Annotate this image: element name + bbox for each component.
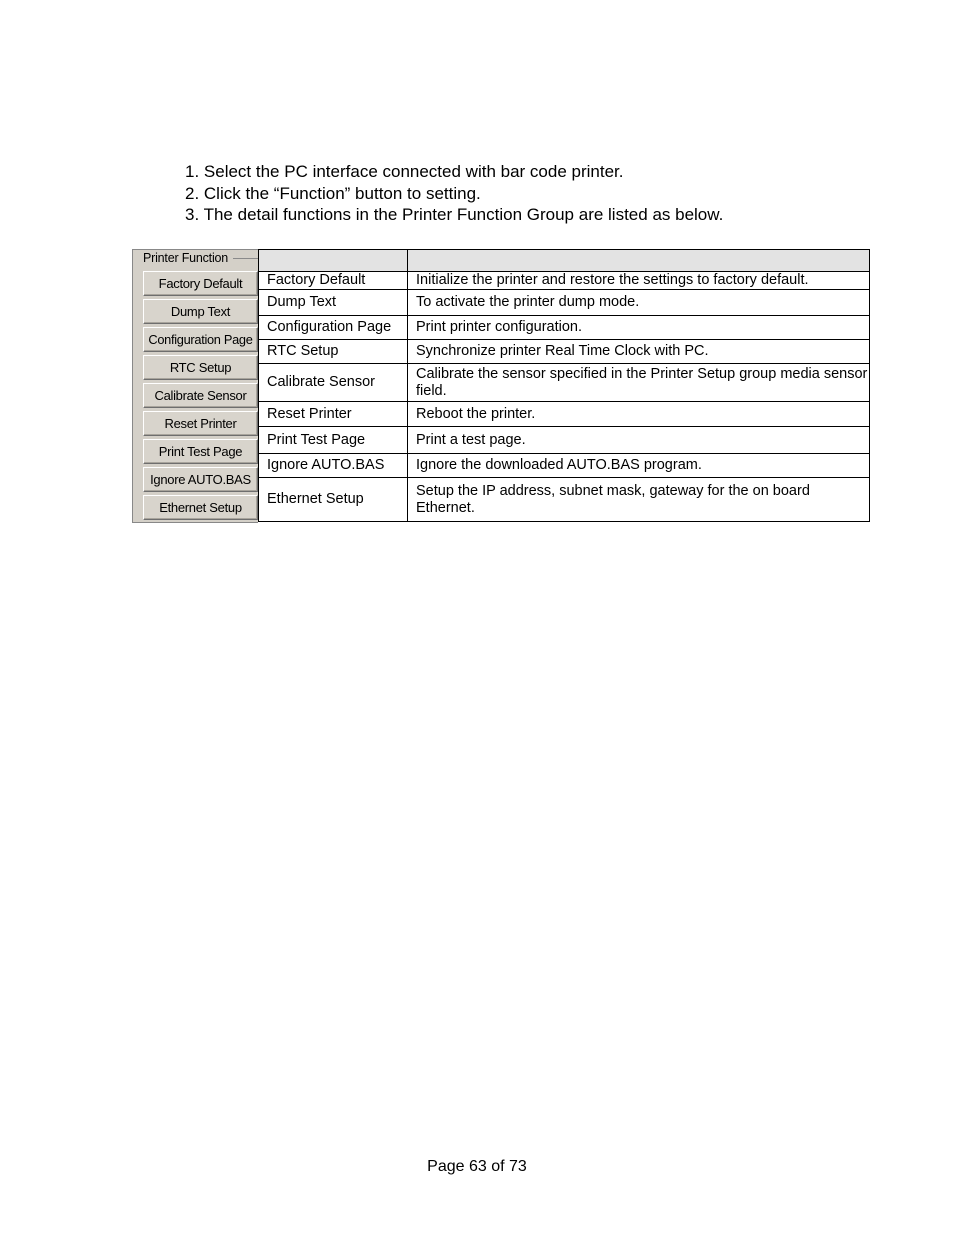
printer-function-group [132, 249, 258, 523]
function-description: To activate the printer dump mode. [408, 290, 870, 316]
function-name: Calibrate Sensor [259, 364, 408, 402]
group-divider [233, 258, 258, 259]
table-row [259, 290, 870, 316]
table-row [259, 364, 870, 402]
configuration-page-button[interactable]: Configuration Page [143, 327, 258, 352]
instruction-step: 1. Select the PC interface connected with bar code printer. [185, 162, 624, 181]
instruction-list [185, 161, 723, 226]
page-number: Page 63 of 73 [427, 1158, 527, 1175]
print-test-page-button[interactable]: Print Test Page [143, 439, 258, 464]
table-row [259, 340, 870, 364]
header-cell [408, 250, 870, 272]
function-name: Configuration Page [259, 316, 408, 340]
function-description: Calibrate the sensor specified in the Printer Setup group media sensor field. [408, 364, 870, 402]
function-description: Setup the IP address, subnet mask, gateway for the on board Ethernet. [408, 478, 870, 522]
table-row [259, 316, 870, 340]
instruction-step: 3. The detail functions in the Printer Function Group are listed as below. [185, 205, 724, 224]
function-description: Reboot the printer. [408, 402, 870, 427]
dump-text-button[interactable]: Dump Text [143, 299, 258, 324]
table-row [259, 478, 870, 522]
function-description: Print a test page. [408, 427, 870, 454]
function-name: Ignore AUTO.BAS [259, 454, 408, 478]
function-description: Initialize the printer and restore the settings to factory default. [408, 272, 870, 290]
group-title: Printer Function [143, 251, 229, 265]
header-cell [259, 250, 408, 272]
reset-printer-button[interactable]: Reset Printer [143, 411, 258, 436]
instruction-step: 2. Click the “Function” button to setting. [185, 183, 481, 203]
ethernet-setup-button[interactable]: Ethernet Setup [143, 495, 258, 520]
table-header-row [259, 250, 870, 272]
function-description: Print printer configuration. [408, 316, 870, 340]
factory-default-button[interactable]: Factory Default [143, 271, 258, 296]
calibrate-sensor-button[interactable]: Calibrate Sensor [143, 383, 258, 408]
function-name: Reset Printer [259, 402, 408, 427]
function-name: Factory Default [259, 272, 408, 290]
table-row [259, 427, 870, 454]
rtc-setup-button[interactable]: RTC Setup [143, 355, 258, 380]
function-name: Print Test Page [259, 427, 408, 454]
table-row [259, 454, 870, 478]
table-row [259, 402, 870, 427]
function-description: Ignore the downloaded AUTO.BAS program. [408, 454, 870, 478]
function-name: RTC Setup [259, 340, 408, 364]
function-name: Dump Text [259, 290, 408, 316]
ignore-auto-bas-button[interactable]: Ignore AUTO.BAS [143, 467, 258, 492]
function-table [258, 249, 870, 522]
table-row [259, 272, 870, 290]
function-description: Synchronize printer Real Time Clock with PC. [408, 340, 870, 364]
function-name: Ethernet Setup [259, 478, 408, 522]
